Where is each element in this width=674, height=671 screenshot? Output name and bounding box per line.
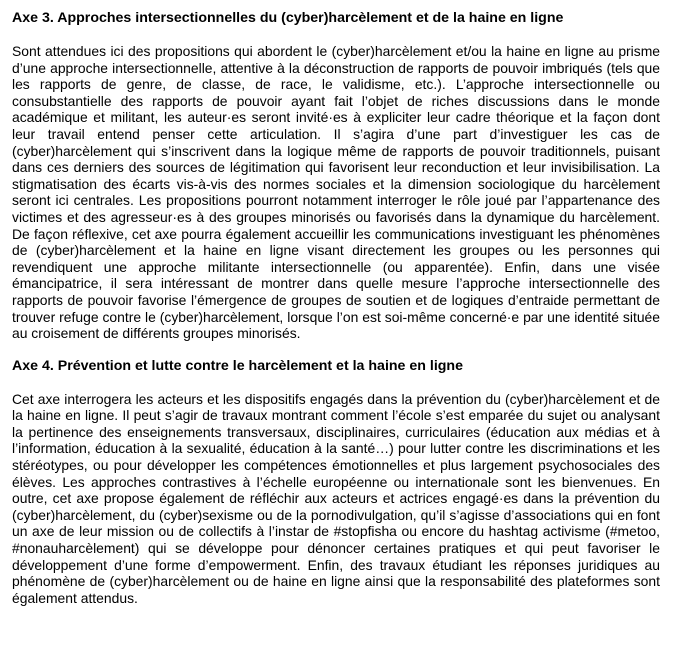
section-4-title: Axe 4. Prévention et lutte contre le harcèlement et la haine en ligne — [12, 357, 463, 374]
section-3-title: Axe 3. Approches intersectionnelles du (cyber)harcèlement et de la haine en ligne — [12, 10, 564, 26]
section-3-body: Sont attendues ici des propositions qui abordent le (cyber)harcèlement et/ou la haine en ligne au prisme d’une approche intersectionnelle, attentive à la déconstruction de rapports de pouvoir imbriqués (tels que les rapports de genre, de classe, de race, le validisme, etc.). L’approche intersectionnelle ou consubstantielle des rapports de pouvoir ayant fait l’objet de riches discussions dans le monde académique et militant, les auteur·es seront invité·es à expliciter leur cadre théorique et la façon dont leur travail entend penser cette articulation. Il s’agira d’une part d’investiguer les cas de (cyber)harcèlement qui s’inscrivent dans la logique même de rapports de pouvoir traditionnels, puisant dans ces derniers des sources de légitimation qui favorisent leur reconduction et leur invisibilisation. La stigmatisation des écarts vis-à-vis des normes sociales et la dimension sociologique du harcèlement seront ici centrales. Les propositions pourront notamment interroger le rôle joué par l’appartenance des victimes et des agresseur·es à des groupes minorisés ou favorisés dans la dynamique du harcèlement. De façon réflexive, cet axe pourra également accueillir les communications investiguant les phénomènes de (cyber)harcèlement et la haine en ligne visant directement les groupes ou les personnes qui revendiquent une approche militante intersectionnelle (ou apparentée). Enfin, dans une visée émancipatrice, il sera intéressant de montrer dans quelle mesure l’approche intersectionnelle des rapports de pouvoir favorise l’émergence de groupes de soutien et de logiques d’entraide permettant de trouver refuge contre le (cyber)harcèlement, lorsque l’on est soi-même concerné·e par une identité située au croisement de différents groupes minorisés. — [12, 43, 660, 342]
section-4-body: Cet axe interrogera les acteurs et les dispositifs engagés dans la prévention du (cyber)harcèlement et de la haine en ligne. Il peut s’agir de travaux montrant comment l’école s’est emparée du sujet ou analysant la pertinence des enseignements transversaux, disciplinaires, curriculaires (éducation aux médias et à l’information, éducation à la sexualité, éducation à la santé…) pour lutter contre les discriminations et les stéréotypes, ou pour développer les compétences émotionnelles et plus largement psychosociales des élèves. Les approches contrastives à l’échelle européenne ou internationale sont les bienvenues. En outre, cet axe propose également de réfléchir aux acteurs et actrices engagé·es dans la prévention du (cyber)harcèlement, du (cyber)sexisme ou de la pornodivulgation, qu’il s’agisse d’associations qui en font un axe de leur mission ou de collectifs à l’instar de #stopfisha ou encore du hashtag activisme (#metoo, #nonauharcèlement) qui se développe pour dénoncer certaines pratiques et qui peut favoriser le développement d’une forme d’empowerment. Enfin, des travaux étudiant les réponses juridiques au phénomène de (cyber)harcèlement ou de haine en ligne ainsi que la responsabilité des plateformes sont également attendus. — [12, 390, 660, 606]
